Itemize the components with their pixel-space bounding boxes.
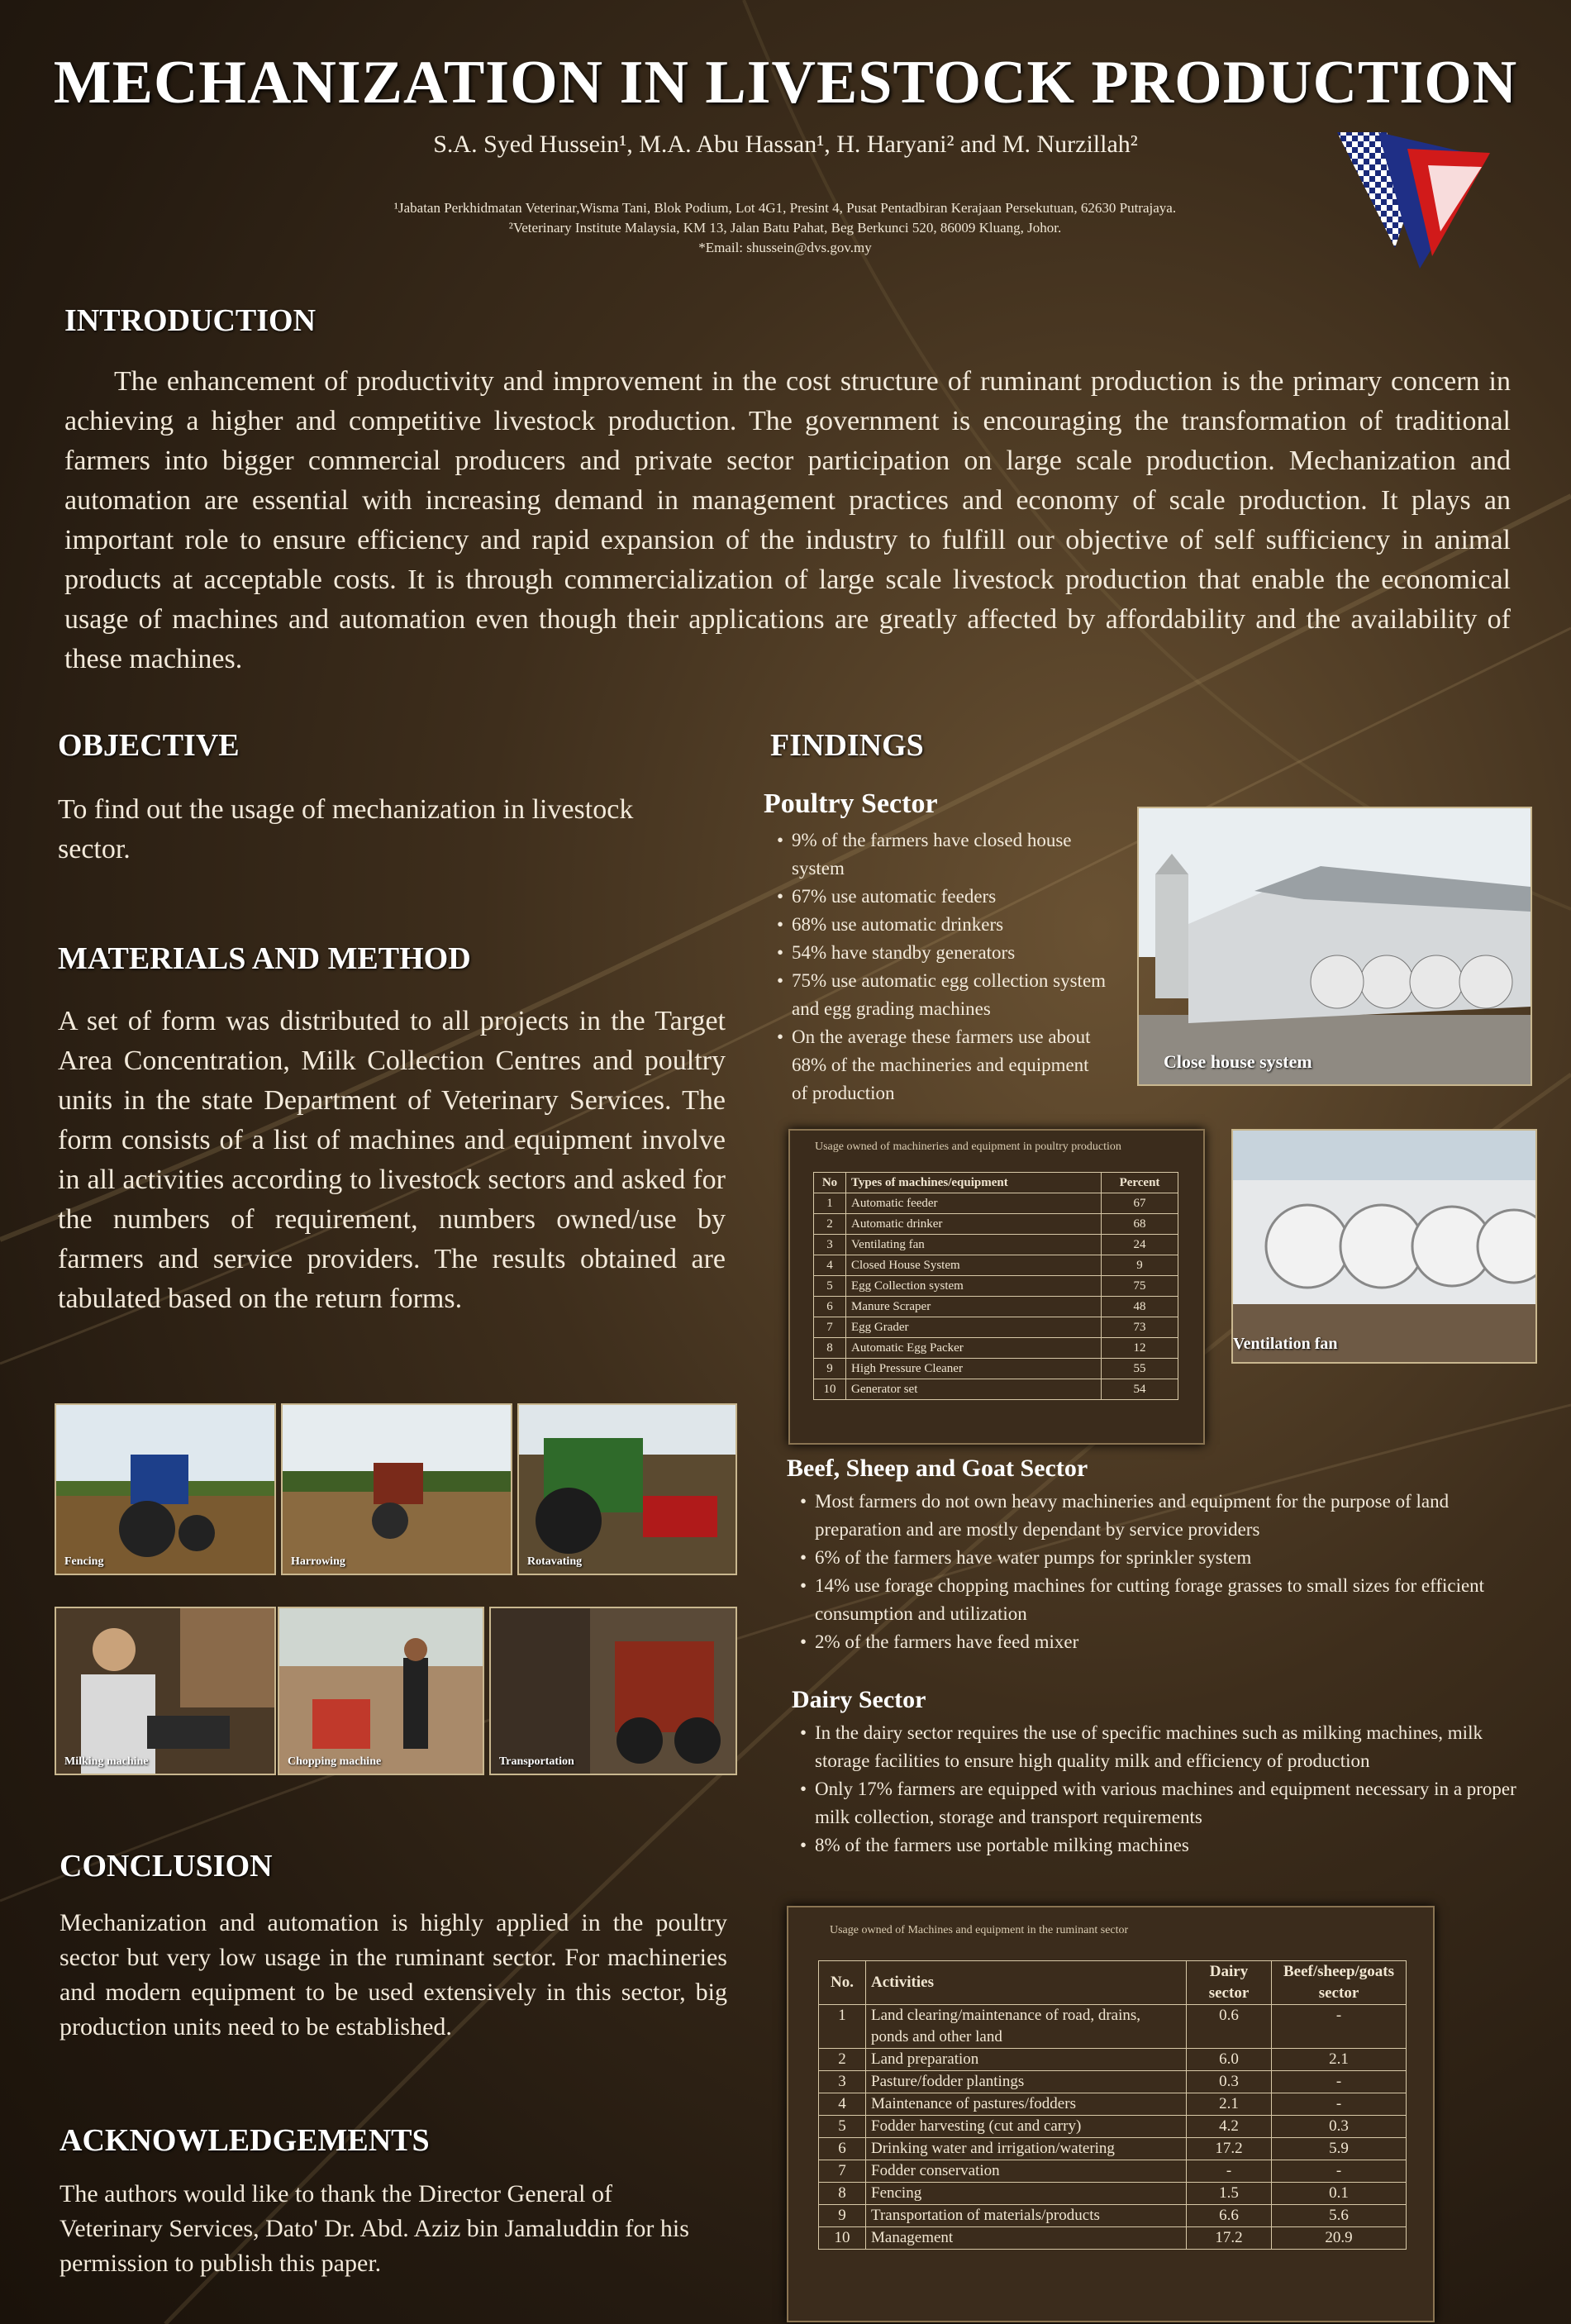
table-cell: 6.0 <box>1187 2049 1272 2071</box>
poultry-table-caption: Usage owned of machineries and equipment in poultry production <box>815 1141 1121 1153</box>
list-item: • 9% of the farmers have closed house system <box>777 826 1107 883</box>
table-cell: 0.3 <box>1272 2116 1407 2138</box>
list-item: • In the dairy sector requires the use of specific machines such as milking machines, milk storage facilities to ensure high quality milk and efficiency of production <box>800 1719 1527 1775</box>
photo-caption: Fencing <box>64 1555 104 1568</box>
list-item: • 54% have standby generators <box>777 939 1107 967</box>
photo-caption: Harrowing <box>291 1555 345 1568</box>
table-cell: 12 <box>1102 1338 1178 1359</box>
table-cell: 6 <box>814 1297 846 1317</box>
table-cell: 73 <box>1102 1317 1178 1338</box>
table-cell: 7 <box>819 2160 866 2183</box>
table-row <box>814 1359 1178 1379</box>
table-cell: 2 <box>819 2049 866 2071</box>
table-cell: 1 <box>819 2005 866 2049</box>
table-header-row <box>814 1173 1178 1193</box>
table-row <box>814 1297 1178 1317</box>
poultry-heading: Poultry Sector <box>764 788 938 819</box>
table-cell: Land preparation <box>866 2049 1187 2071</box>
table-cell: Management <box>866 2227 1187 2250</box>
list-item: • 6% of the farmers have water pumps for sprinkler system <box>800 1544 1527 1572</box>
table-row <box>814 1214 1178 1235</box>
list-item: • On the average these farmers use about 68% of the machineries and equipment of production <box>777 1023 1107 1107</box>
table-cell: Automatic drinker <box>846 1214 1102 1235</box>
acknowledgements-text: The authors would like to thank the Director General of Veterinary Services, Dato' Dr. Abd. Aziz bin Jamaluddin for his permission to publish this paper. <box>60 2180 689 2277</box>
affiliation-1: ¹Jabatan Perkhidmatan Veterinar,Wisma Tani, Blok Podium, Lot 4G1, Presint 4, Pusat Pentadbiran Kerajaan Persekutuan, 62630 Putrajaya. <box>393 200 1177 216</box>
table-cell: - <box>1187 2160 1272 2183</box>
table-cell: Pasture/fodder plantings <box>866 2071 1187 2093</box>
photo-caption: Transportation <box>499 1755 574 1768</box>
photo-caption: Ventilation fan <box>1233 1335 1338 1353</box>
table-cell: Automatic Egg Packer <box>846 1338 1102 1359</box>
tractor-image <box>56 1405 274 1574</box>
table-cell: Fodder harvesting (cut and carry) <box>866 2116 1187 2138</box>
table-cell: Drinking water and irrigation/watering <box>866 2138 1187 2160</box>
affiliation-2: ²Veterinary Institute Malaysia, KM 13, Jalan Batu Pahat, Beg Berkunci 520, 86009 Kluang, Johor. <box>508 220 1062 236</box>
poultry-bullets <box>777 826 1107 1107</box>
table-row <box>819 2205 1407 2227</box>
table-cell: 10 <box>819 2227 866 2250</box>
table-cell: 54 <box>1102 1379 1178 1400</box>
objective-text: To find out the usage of mechanization in livestock sector. <box>58 794 634 864</box>
ruminant-table <box>818 1960 1407 2250</box>
affiliation-email: *Email: shussein@dvs.gov.my <box>698 240 872 255</box>
table-cell: 4 <box>819 2093 866 2116</box>
table-cell: 0.3 <box>1187 2071 1272 2093</box>
table-cell: 10 <box>814 1379 846 1400</box>
table-row <box>814 1379 1178 1400</box>
table-header: Activities <box>866 1961 1187 2005</box>
photo-harrowing <box>281 1403 512 1575</box>
table-cell: - <box>1272 2005 1407 2049</box>
beef-heading: Beef, Sheep and Goat Sector <box>787 1455 1088 1482</box>
table-row <box>814 1193 1178 1214</box>
table-cell: 2 <box>814 1214 846 1235</box>
affiliations <box>165 198 1405 258</box>
table-cell: 48 <box>1102 1297 1178 1317</box>
chopping-image <box>279 1608 483 1774</box>
findings-heading: FINDINGS <box>770 728 924 763</box>
table-cell: 4 <box>814 1255 846 1276</box>
table-cell: 17.2 <box>1187 2227 1272 2250</box>
table-cell: 6 <box>819 2138 866 2160</box>
table-cell: 2.1 <box>1272 2049 1407 2071</box>
objective-heading: OBJECTIVE <box>58 728 240 763</box>
transport-image <box>491 1608 736 1774</box>
introduction-text: The enhancement of productivity and improvement in the cost structure of ruminant production is the primary concern in achieving a higher and competitive livestock production. The government is encouraging the transformation of traditional farmers into bigger commercial producers and private sector participation on large scale production. Mechanization and automation are essential with increasing demand in management practices and economy of scale production. It plays an important role to ensure efficiency and rapid expansion of the industry to fulfill our objective of self sufficiency in animal products at acceptable costs. It is through commercialization of large scale livestock production that enable the economical usage of machines and automation even though their applications are greatly affected by affordability and the availability of these machines. <box>64 366 1511 674</box>
authors: S.A. Syed Hussein¹, M.A. Abu Hassan¹, H. Haryani² and M. Nurzillah² <box>433 131 1138 158</box>
photo-caption: Milking machine <box>64 1755 149 1768</box>
list-item: • 67% use automatic feeders <box>777 883 1107 911</box>
photo-fencing <box>55 1403 276 1575</box>
table-cell: Manure Scraper <box>846 1297 1102 1317</box>
table-cell: 68 <box>1102 1214 1178 1235</box>
table-cell: 3 <box>814 1235 846 1255</box>
table-cell: 75 <box>1102 1276 1178 1297</box>
table-cell: 8 <box>819 2183 866 2205</box>
table-cell: 7 <box>814 1317 846 1338</box>
poultry-table <box>813 1172 1178 1400</box>
table-row <box>819 2227 1407 2250</box>
table-cell: Automatic feeder <box>846 1193 1102 1214</box>
table-row <box>814 1338 1178 1359</box>
table-header: No <box>814 1173 846 1193</box>
photo-chopping-machine <box>278 1607 484 1775</box>
table-cell: Egg Grader <box>846 1317 1102 1338</box>
table-cell: Ventilating fan <box>846 1235 1102 1255</box>
table-cell: Fodder conservation <box>866 2160 1187 2183</box>
fan-image <box>1233 1131 1535 1362</box>
table-row <box>819 2116 1407 2138</box>
table-cell: - <box>1272 2071 1407 2093</box>
list-item: • 2% of the farmers have feed mixer <box>800 1628 1527 1656</box>
table-row <box>819 2160 1407 2183</box>
table-row <box>814 1235 1178 1255</box>
list-item: • 8% of the farmers use portable milking machines <box>800 1831 1527 1860</box>
table-cell: - <box>1272 2160 1407 2183</box>
table-cell: 4.2 <box>1187 2116 1272 2138</box>
institution-logo <box>1329 124 1494 273</box>
photo-ventilation-fan <box>1231 1129 1537 1364</box>
list-item: • 68% use automatic drinkers <box>777 911 1107 939</box>
acknowledgements-heading: ACKNOWLEDGEMENTS <box>60 2123 430 2158</box>
table-header: No. <box>819 1961 866 2005</box>
tractor-image <box>283 1405 511 1574</box>
photo-transportation <box>489 1607 737 1775</box>
ruminant-table-panel <box>787 1906 1435 2322</box>
conclusion-text: Mechanization and automation is highly applied in the poultry sector but very low usage in the ruminant sector. For machineries and modern equipment to be used extensively in this sector, big production units need to be established. <box>60 1909 727 2041</box>
table-cell: 6.6 <box>1187 2205 1272 2227</box>
table-cell: 3 <box>819 2071 866 2093</box>
dairy-heading: Dairy Sector <box>792 1686 926 1713</box>
table-cell: 24 <box>1102 1235 1178 1255</box>
table-cell: 5.9 <box>1272 2138 1407 2160</box>
list-item: • 75% use automatic egg collection system and egg grading machines <box>777 967 1107 1023</box>
table-header: Percent <box>1102 1173 1178 1193</box>
beef-bullets <box>800 1488 1527 1656</box>
poultry-house-image <box>1139 808 1531 1084</box>
list-item: • Most farmers do not own heavy machineries and equipment for the purpose of land preparation and are mostly dependant by service providers <box>800 1488 1527 1544</box>
table-cell: 1 <box>814 1193 846 1214</box>
table-row <box>814 1317 1178 1338</box>
tractor-image <box>519 1405 736 1574</box>
dairy-bullets <box>800 1719 1527 1860</box>
table-cell: 67 <box>1102 1193 1178 1214</box>
table-cell: 9 <box>1102 1255 1178 1276</box>
table-cell: Maintenance of pastures/fodders <box>866 2093 1187 2116</box>
table-cell: 2.1 <box>1187 2093 1272 2116</box>
table-cell: 5 <box>819 2116 866 2138</box>
table-row <box>814 1276 1178 1297</box>
table-header: Dairy sector <box>1187 1961 1272 2005</box>
table-row <box>819 2183 1407 2205</box>
materials-text: A set of form was distributed to all projects in the Target Area Concentration, Milk Collection Centres and poultry units in the state Department of Veterinary Services. The form consists of a list of machines and equipment involve in all activities according to livestock sectors and asked for the numbers of requirement, numbers owned/use by farmers and service providers. The results obtained are tabulated based on the return forms. <box>58 1006 726 1314</box>
table-cell: 17.2 <box>1187 2138 1272 2160</box>
table-row <box>819 2071 1407 2093</box>
table-row <box>819 2093 1407 2116</box>
table-cell: Closed House System <box>846 1255 1102 1276</box>
conclusion-heading: CONCLUSION <box>60 1849 273 1883</box>
table-cell: - <box>1272 2093 1407 2116</box>
table-cell: High Pressure Cleaner <box>846 1359 1102 1379</box>
table-cell: 9 <box>814 1359 846 1379</box>
table-cell: Land clearing/maintenance of road, drains, ponds and other land <box>866 2005 1187 2049</box>
table-row <box>819 2049 1407 2071</box>
table-row <box>819 2005 1407 2049</box>
introduction-heading: INTRODUCTION <box>64 303 317 338</box>
table-cell: 20.9 <box>1272 2227 1407 2250</box>
photo-caption: Chopping machine <box>288 1755 382 1768</box>
list-item: • Only 17% farmers are equipped with various machines and equipment necessary in a proper milk collection, storage and transport requirements <box>800 1775 1527 1831</box>
table-cell: Transportation of materials/products <box>866 2205 1187 2227</box>
table-cell: 5.6 <box>1272 2205 1407 2227</box>
table-header-row <box>819 1961 1407 2005</box>
table-cell: 9 <box>819 2205 866 2227</box>
milking-image <box>56 1608 274 1774</box>
photo-close-house-system <box>1137 807 1532 1086</box>
table-row <box>819 2138 1407 2160</box>
poultry-table-panel <box>788 1129 1205 1445</box>
table-cell: Generator set <box>846 1379 1102 1400</box>
table-header: Types of machines/equipment <box>846 1173 1102 1193</box>
photo-caption: Close house system <box>1164 1051 1312 1072</box>
list-item: • 14% use forage chopping machines for cutting forage grasses to small sizes for efficient consumption and utilization <box>800 1572 1527 1628</box>
table-cell: 0.6 <box>1187 2005 1272 2049</box>
table-cell: 5 <box>814 1276 846 1297</box>
photo-milking-machine <box>55 1607 276 1775</box>
photo-rotavating <box>517 1403 737 1575</box>
table-cell: 1.5 <box>1187 2183 1272 2205</box>
table-cell: 55 <box>1102 1359 1178 1379</box>
materials-heading: MATERIALS AND METHOD <box>58 941 471 976</box>
table-row <box>814 1255 1178 1276</box>
table-cell: Egg Collection system <box>846 1276 1102 1297</box>
table-header: Beef/sheep/goats sector <box>1272 1961 1407 2005</box>
poster-title: MECHANIZATION IN LIVESTOCK PRODUCTION <box>53 49 1518 117</box>
table-cell: Fencing <box>866 2183 1187 2205</box>
photo-caption: Rotavating <box>527 1555 583 1568</box>
ruminant-table-caption: Usage owned of Machines and equipment in the ruminant sector <box>830 1924 1129 1936</box>
table-cell: 8 <box>814 1338 846 1359</box>
table-cell: 0.1 <box>1272 2183 1407 2205</box>
